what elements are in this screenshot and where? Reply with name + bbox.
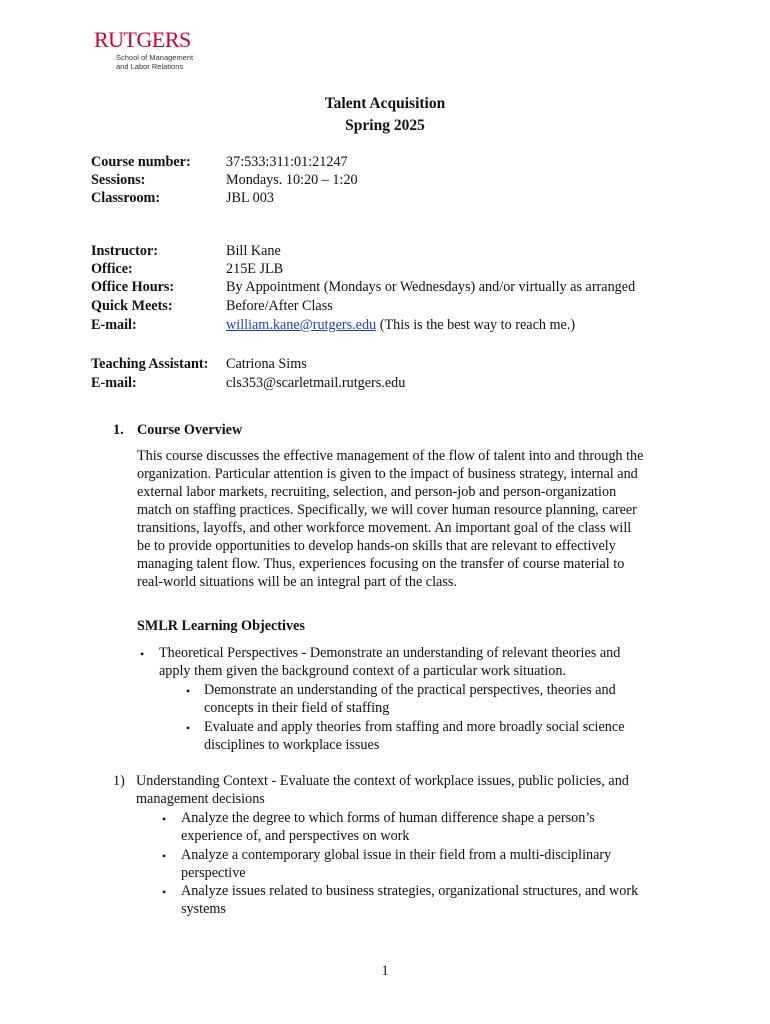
info-label: E-mail: <box>91 375 137 391</box>
course-overview-paragraph <box>137 447 687 591</box>
logo-subtitle-line2: and Labor Relations <box>116 62 184 71</box>
sub-objective <box>181 846 611 882</box>
course-term: Spring 2025 <box>345 117 425 134</box>
info-label: Course number: <box>91 154 191 170</box>
info-row-instructor-email <box>91 316 575 334</box>
bullet-icon: • <box>162 885 167 899</box>
paragraph-line: organization. Particular attention is given to the impact of business strategy, internal and <box>137 466 638 482</box>
paragraph-line: be to provide opportunities to develop hands-on skills that are relevant to effectively <box>137 538 616 554</box>
logo-subtitle <box>116 53 193 71</box>
info-value: Before/After Class <box>226 298 333 314</box>
objectives-heading: SMLR Learning Objectives <box>137 618 305 634</box>
info-label: Teaching Assistant: <box>91 356 209 372</box>
paragraph-line: This course discusses the effective management of the flow of talent into and through the <box>137 448 644 464</box>
info-row-quick-meets <box>91 297 333 315</box>
page-number: 1 <box>381 963 389 979</box>
sub-objective-line: Analyze the degree to which forms of human difference shape a person’s <box>181 810 595 826</box>
bullet-icon: • <box>162 812 167 826</box>
info-label: Office: <box>91 261 133 277</box>
info-value: 37:533:311:01:21247 <box>226 154 348 170</box>
paragraph-line: real-world situations will be an integral part of the class. <box>137 574 457 590</box>
paragraph-line: match on staffing practices. Specifically, we will cover human resource planning, career <box>137 502 637 518</box>
info-row-office-hours <box>91 278 635 296</box>
objective-number: 1) <box>113 773 125 789</box>
info-row-classroom <box>91 189 274 207</box>
sub-objective <box>181 809 595 845</box>
sub-objective-line: Demonstrate an understanding of the practical perspectives, theories and <box>204 682 616 698</box>
sub-objective-line: Analyze issues related to business strategies, organizational structures, and work <box>181 883 639 899</box>
info-value: Catriona Sims <box>226 356 307 372</box>
logo-wordmark: RUTGERS <box>94 27 191 52</box>
sub-objective <box>204 681 616 717</box>
info-row-course-number <box>91 153 348 171</box>
info-value: JBL 003 <box>226 190 274 206</box>
info-row-teaching-assistant <box>91 355 307 373</box>
sub-objective-line: systems <box>181 901 226 917</box>
sub-objective-line: experience of, and perspectives on work <box>181 828 410 844</box>
sub-objective-line: concepts in their field of staffing <box>204 700 390 716</box>
bullet-icon: • <box>162 849 167 863</box>
info-label: Instructor: <box>91 243 158 259</box>
sub-objective-line: disciplines to workplace issues <box>204 737 380 753</box>
info-row-office <box>91 260 283 278</box>
info-value: By Appointment (Mondays or Wednesdays) and/or virtually as arranged <box>226 279 636 295</box>
paragraph-line: transitions, layoffs, and other workforce movement. An important goal of the class will <box>137 520 632 536</box>
info-row-ta-email <box>91 374 405 392</box>
logo-subtitle-line1: School of Management <box>116 53 194 62</box>
info-label: Quick Meets: <box>91 298 173 314</box>
info-value: cls353@scarletmail.rutgers.edu <box>226 375 406 391</box>
sub-objective-line: Evaluate and apply theories from staffing and more broadly social science <box>204 719 625 735</box>
course-title: Talent Acquisition <box>324 95 446 112</box>
info-label: Classroom: <box>91 190 161 206</box>
info-label: E-mail: <box>91 317 137 333</box>
objective-line: apply them given the background context of a particular work situation. <box>159 663 566 679</box>
sub-objective <box>204 718 625 754</box>
rutgers-logo <box>94 29 193 71</box>
section-number: 1. <box>113 422 124 438</box>
info-value: Bill Kane <box>226 243 281 259</box>
sub-objective-line: Analyze a contemporary global issue in their field from a multi-disciplinary <box>181 847 612 863</box>
email-note: (This is the best way to reach me.) <box>376 317 576 333</box>
objective-line: Theoretical Perspectives - Demonstrate an understanding of relevant theories and <box>159 645 621 661</box>
bullet-icon: • <box>186 721 191 735</box>
objective-line: management decisions <box>136 791 265 807</box>
instructor-email-link[interactable]: william.kane@rutgers.edu <box>226 317 377 333</box>
objective-context <box>136 772 629 808</box>
info-label: Office Hours: <box>91 279 175 295</box>
section-heading-course-overview: Course Overview <box>137 422 243 438</box>
info-label: Sessions: <box>91 172 146 188</box>
info-value: 215E JLB <box>226 261 284 277</box>
sub-objective-line: perspective <box>181 865 246 881</box>
bullet-icon: • <box>186 684 191 698</box>
info-row-instructor <box>91 242 281 260</box>
info-row-sessions <box>91 171 358 189</box>
sub-objective <box>181 882 638 918</box>
paragraph-line: managing talent flow. Thus, experiences focusing on the transfer of course material to <box>137 556 625 572</box>
objective-line: Understanding Context - Evaluate the context of workplace issues, public policies, and <box>136 773 629 789</box>
paragraph-line: external labor markets, recruiting, selection, and person-job and person-organization <box>137 484 617 500</box>
info-value: Mondays. 10:20 – 1:20 <box>226 172 358 188</box>
objective-theoretical <box>159 644 620 680</box>
bullet-icon: • <box>140 647 145 661</box>
